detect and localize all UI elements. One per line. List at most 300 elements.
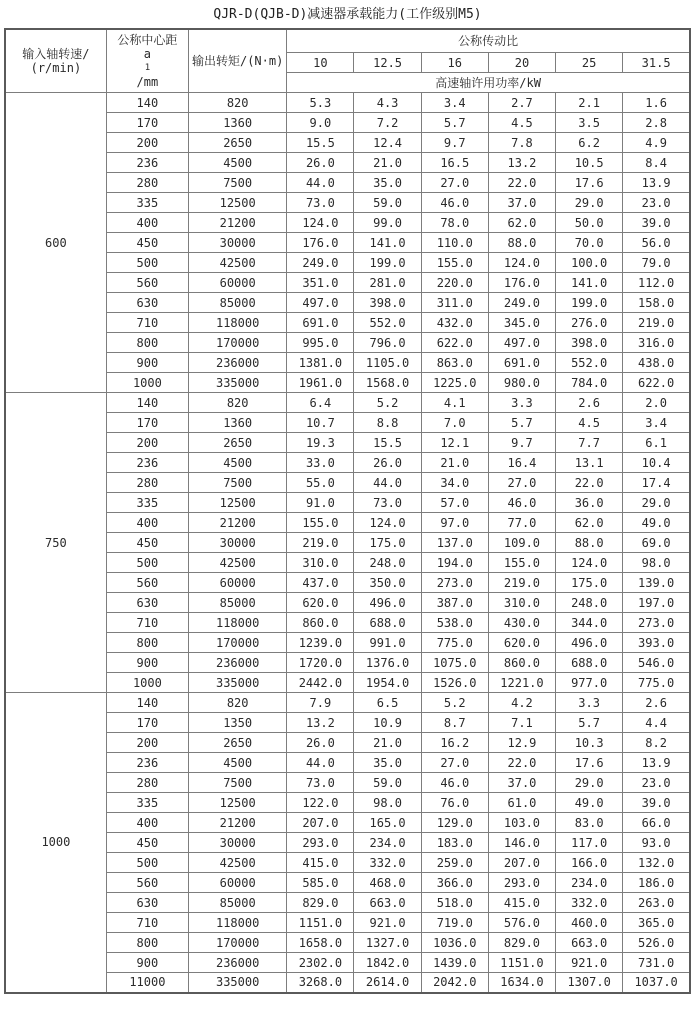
center-distance-cell: 280 [106,173,188,193]
output-torque-cell: 21200 [189,513,287,533]
power-cell: 66.0 [623,813,690,833]
power-cell: 220.0 [421,273,488,293]
center-distance-cell: 170 [106,713,188,733]
power-cell: 17.4 [623,473,690,493]
center-distance-cell: 500 [106,553,188,573]
center-distance-cell: 400 [106,513,188,533]
power-cell: 1.6 [623,93,690,113]
header-center-distance-line2: a 1 /mm [107,47,188,89]
power-cell: 16.4 [488,453,555,473]
power-cell: 415.0 [488,893,555,913]
power-cell: 56.0 [623,233,690,253]
power-cell: 1307.0 [556,973,623,993]
power-cell: 141.0 [556,273,623,293]
power-cell: 248.0 [556,593,623,613]
table-row [5,733,690,753]
power-cell: 311.0 [421,293,488,313]
power-cell: 175.0 [354,533,421,553]
power-cell: 124.0 [556,553,623,573]
power-cell: 35.0 [354,173,421,193]
power-cell: 9.7 [488,433,555,453]
power-cell: 62.0 [488,213,555,233]
output-torque-cell: 4500 [189,153,287,173]
power-cell: 93.0 [623,833,690,853]
power-cell: 207.0 [287,813,354,833]
power-cell: 12.4 [354,133,421,153]
power-cell: 27.0 [488,473,555,493]
power-cell: 2042.0 [421,973,488,993]
power-cell: 17.6 [556,173,623,193]
power-cell: 26.0 [287,733,354,753]
power-cell: 775.0 [623,673,690,693]
output-torque-cell: 1360 [189,113,287,133]
power-cell: 83.0 [556,813,623,833]
center-distance-cell: 900 [106,353,188,373]
center-distance-cell: 200 [106,133,188,153]
power-cell: 796.0 [354,333,421,353]
power-cell: 350.0 [354,573,421,593]
center-distance-cell: 170 [106,413,188,433]
power-cell: 719.0 [421,913,488,933]
power-cell: 62.0 [556,513,623,533]
page-title: QJR-D(QJB-D)减速器承载能力(工作级别M5) [213,7,482,22]
table-body [5,93,690,993]
power-cell: 829.0 [287,893,354,913]
power-cell: 1568.0 [354,373,421,393]
table-row [5,453,690,473]
power-cell: 176.0 [287,233,354,253]
power-cell: 5.7 [488,413,555,433]
power-cell: 77.0 [488,513,555,533]
center-distance-cell: 630 [106,593,188,613]
power-cell: 1954.0 [354,673,421,693]
header-ratio-10: 10 [287,53,354,73]
power-cell: 1225.0 [421,373,488,393]
power-cell: 26.0 [354,453,421,473]
power-cell: 219.0 [287,533,354,553]
power-cell: 97.0 [421,513,488,533]
center-distance-cell: 280 [106,773,188,793]
power-cell: 234.0 [556,873,623,893]
power-cell: 15.5 [287,133,354,153]
power-cell: 59.0 [354,773,421,793]
output-torque-cell: 21200 [189,213,287,233]
power-cell: 2302.0 [287,953,354,973]
output-torque-cell: 42500 [189,553,287,573]
power-cell: 234.0 [354,833,421,853]
power-cell: 23.0 [623,193,690,213]
power-cell: 10.9 [354,713,421,733]
center-distance-cell: 140 [106,393,188,413]
power-cell: 393.0 [623,633,690,653]
power-cell: 5.2 [354,393,421,413]
power-cell: 438.0 [623,353,690,373]
power-cell: 219.0 [623,313,690,333]
table-row [5,973,690,993]
output-torque-cell: 60000 [189,273,287,293]
header-output-torque: 输出转矩/(N·m) [189,29,287,93]
output-torque-cell: 2650 [189,133,287,153]
power-cell: 332.0 [556,893,623,913]
table-row [5,673,690,693]
table-row [5,113,690,133]
power-cell: 576.0 [488,913,555,933]
power-cell: 688.0 [354,613,421,633]
power-cell: 3.3 [556,693,623,713]
power-cell: 158.0 [623,293,690,313]
power-cell: 316.0 [623,333,690,353]
power-cell: 860.0 [488,653,555,673]
power-cell: 691.0 [287,313,354,333]
center-distance-cell: 11000 [106,973,188,993]
center-distance-cell: 140 [106,693,188,713]
output-torque-cell: 1360 [189,413,287,433]
header-ratio-12-5: 12.5 [354,53,421,73]
center-distance-cell: 800 [106,333,188,353]
power-cell: 7.8 [488,133,555,153]
power-cell: 3.4 [623,413,690,433]
power-cell: 2.7 [488,93,555,113]
power-cell: 248.0 [354,553,421,573]
speed-group-cell: 750 [5,393,106,693]
power-cell: 39.0 [623,213,690,233]
center-distance-cell: 900 [106,653,188,673]
table-row [5,153,690,173]
output-torque-cell: 170000 [189,333,287,353]
center-distance-cell: 280 [106,473,188,493]
header-input-speed-line1: 输入轴转速/ [22,47,90,61]
power-cell: 7.0 [421,413,488,433]
capacity-table [4,28,691,994]
output-torque-cell: 335000 [189,373,287,393]
header-power-title: 高速轴许用功率/kW [287,73,690,93]
table-row [5,313,690,333]
power-cell: 29.0 [556,193,623,213]
power-cell: 78.0 [421,213,488,233]
center-distance-cell: 560 [106,873,188,893]
power-cell: 6.2 [556,133,623,153]
center-distance-cell: 900 [106,953,188,973]
power-cell: 1221.0 [488,673,555,693]
power-cell: 117.0 [556,833,623,853]
power-cell: 1439.0 [421,953,488,973]
power-cell: 49.0 [623,513,690,533]
center-distance-cell: 335 [106,793,188,813]
output-torque-cell: 7500 [189,773,287,793]
power-cell: 61.0 [488,793,555,813]
power-cell: 46.0 [421,193,488,213]
power-cell: 124.0 [354,513,421,533]
power-cell: 46.0 [488,493,555,513]
table-row [5,953,690,973]
power-cell: 155.0 [287,513,354,533]
power-cell: 552.0 [354,313,421,333]
power-cell: 259.0 [421,853,488,873]
center-distance-cell: 450 [106,533,188,553]
power-cell: 276.0 [556,313,623,333]
power-cell: 7.2 [354,113,421,133]
power-cell: 2.1 [556,93,623,113]
power-cell: 4.1 [421,393,488,413]
power-cell: 5.3 [287,93,354,113]
power-cell: 175.0 [556,573,623,593]
table-row [5,693,690,713]
power-cell: 29.0 [623,493,690,513]
center-distance-cell: 236 [106,453,188,473]
output-torque-cell: 4500 [189,453,287,473]
power-cell: 10.7 [287,413,354,433]
center-distance-cell: 500 [106,853,188,873]
power-cell: 3.4 [421,93,488,113]
power-cell: 398.0 [556,333,623,353]
table-row [5,473,690,493]
table-row [5,253,690,273]
power-cell: 980.0 [488,373,555,393]
header-input-speed [5,29,106,93]
power-cell: 995.0 [287,333,354,353]
output-torque-cell: 4500 [189,753,287,773]
power-cell: 691.0 [488,353,555,373]
power-cell: 5.7 [421,113,488,133]
header-ratio-20: 20 [488,53,555,73]
power-cell: 468.0 [354,873,421,893]
power-cell: 366.0 [421,873,488,893]
table-row [5,213,690,233]
table-row [5,173,690,193]
power-cell: 731.0 [623,953,690,973]
power-cell: 110.0 [421,233,488,253]
power-cell: 39.0 [623,793,690,813]
header-ratio-title: 公称传动比 [287,29,690,53]
header-input-speed-line2: (r/min) [30,61,82,75]
output-torque-cell: 335000 [189,973,287,993]
power-cell: 775.0 [421,633,488,653]
center-distance-cell: 140 [106,93,188,113]
power-cell: 1327.0 [354,933,421,953]
table-row [5,193,690,213]
power-cell: 1376.0 [354,653,421,673]
output-torque-cell: 118000 [189,913,287,933]
center-distance-cell: 400 [106,213,188,233]
power-cell: 8.7 [421,713,488,733]
power-cell: 129.0 [421,813,488,833]
power-cell: 27.0 [421,173,488,193]
output-torque-cell: 820 [189,93,287,113]
power-cell: 249.0 [488,293,555,313]
power-cell: 199.0 [556,293,623,313]
header-ratio-31-5: 31.5 [623,53,690,73]
power-cell: 1842.0 [354,953,421,973]
power-cell: 8.8 [354,413,421,433]
power-cell: 91.0 [287,493,354,513]
power-cell: 263.0 [623,893,690,913]
output-torque-cell: 12500 [189,193,287,213]
center-distance-cell: 450 [106,833,188,853]
output-torque-cell: 820 [189,693,287,713]
power-cell: 16.5 [421,153,488,173]
table-row [5,613,690,633]
table-row [5,913,690,933]
power-cell: 21.0 [354,153,421,173]
power-cell: 2442.0 [287,673,354,693]
power-cell: 155.0 [421,253,488,273]
power-cell: 2.0 [623,393,690,413]
power-cell: 497.0 [488,333,555,353]
power-cell: 6.5 [354,693,421,713]
table-row [5,493,690,513]
power-cell: 622.0 [421,333,488,353]
output-torque-cell: 30000 [189,233,287,253]
output-torque-cell: 85000 [189,893,287,913]
header-center-distance-line1: 公称中心距 [117,33,178,47]
power-cell: 1239.0 [287,633,354,653]
power-cell: 552.0 [556,353,623,373]
center-distance-cell: 710 [106,913,188,933]
center-distance-cell: 236 [106,153,188,173]
table-row [5,553,690,573]
table-row [5,633,690,653]
power-cell: 1526.0 [421,673,488,693]
power-cell: 7.1 [488,713,555,733]
power-cell: 860.0 [287,613,354,633]
power-cell: 344.0 [556,613,623,633]
power-cell: 9.0 [287,113,354,133]
power-cell: 310.0 [488,593,555,613]
output-torque-cell: 118000 [189,613,287,633]
table-row [5,353,690,373]
table-row [5,873,690,893]
power-cell: 8.4 [623,153,690,173]
power-cell: 496.0 [556,633,623,653]
power-cell: 1037.0 [623,973,690,993]
power-cell: 6.4 [287,393,354,413]
power-cell: 21.0 [421,453,488,473]
center-distance-cell: 560 [106,273,188,293]
power-cell: 55.0 [287,473,354,493]
output-torque-cell: 42500 [189,253,287,273]
power-cell: 69.0 [623,533,690,553]
power-cell: 4.2 [488,693,555,713]
center-distance-cell: 630 [106,293,188,313]
power-cell: 103.0 [488,813,555,833]
power-cell: 44.0 [354,473,421,493]
power-cell: 10.3 [556,733,623,753]
table-row [5,753,690,773]
power-cell: 546.0 [623,653,690,673]
output-torque-cell: 60000 [189,573,287,593]
power-cell: 663.0 [556,933,623,953]
power-cell: 34.0 [421,473,488,493]
power-cell: 387.0 [421,593,488,613]
power-cell: 37.0 [488,193,555,213]
table-row [5,533,690,553]
power-cell: 99.0 [354,213,421,233]
power-cell: 4.5 [488,113,555,133]
table-row [5,513,690,533]
center-distance-cell: 500 [106,253,188,273]
table-row [5,293,690,313]
power-cell: 2614.0 [354,973,421,993]
power-cell: 4.3 [354,93,421,113]
power-cell: 73.0 [287,193,354,213]
power-cell: 585.0 [287,873,354,893]
power-cell: 10.5 [556,153,623,173]
power-cell: 199.0 [354,253,421,273]
power-cell: 7.9 [287,693,354,713]
center-distance-cell: 630 [106,893,188,913]
output-torque-cell: 236000 [189,653,287,673]
power-cell: 124.0 [488,253,555,273]
center-distance-cell: 1000 [106,673,188,693]
table-row [5,333,690,353]
power-cell: 13.2 [488,153,555,173]
power-cell: 415.0 [287,853,354,873]
power-cell: 3.3 [488,393,555,413]
power-cell: 98.0 [354,793,421,813]
power-cell: 332.0 [354,853,421,873]
power-cell: 977.0 [556,673,623,693]
power-cell: 73.0 [287,773,354,793]
power-cell: 3.5 [556,113,623,133]
power-cell: 497.0 [287,293,354,313]
table-row [5,813,690,833]
power-cell: 2.8 [623,113,690,133]
power-cell: 183.0 [421,833,488,853]
power-cell: 9.7 [421,133,488,153]
power-cell: 22.0 [488,173,555,193]
power-cell: 73.0 [354,493,421,513]
power-cell: 22.0 [556,473,623,493]
power-cell: 207.0 [488,853,555,873]
power-cell: 37.0 [488,773,555,793]
power-cell: 146.0 [488,833,555,853]
center-distance-cell: 710 [106,613,188,633]
power-cell: 620.0 [287,593,354,613]
power-cell: 5.2 [421,693,488,713]
output-torque-cell: 21200 [189,813,287,833]
power-cell: 137.0 [421,533,488,553]
speed-group-cell: 600 [5,93,106,393]
power-cell: 921.0 [556,953,623,973]
output-torque-cell: 42500 [189,853,287,873]
power-cell: 109.0 [488,533,555,553]
power-cell: 19.3 [287,433,354,453]
power-cell: 1075.0 [421,653,488,673]
power-cell: 4.4 [623,713,690,733]
power-cell: 663.0 [354,893,421,913]
output-torque-cell: 2650 [189,733,287,753]
power-cell: 538.0 [421,613,488,633]
power-cell: 59.0 [354,193,421,213]
output-torque-cell: 85000 [189,593,287,613]
power-cell: 33.0 [287,453,354,473]
power-cell: 460.0 [556,913,623,933]
center-distance-cell: 800 [106,633,188,653]
output-torque-cell: 170000 [189,933,287,953]
power-cell: 219.0 [488,573,555,593]
power-cell: 1151.0 [287,913,354,933]
power-cell: 921.0 [354,913,421,933]
power-cell: 398.0 [354,293,421,313]
power-cell: 1381.0 [287,353,354,373]
power-cell: 13.1 [556,453,623,473]
power-cell: 22.0 [488,753,555,773]
power-cell: 437.0 [287,573,354,593]
table-row [5,273,690,293]
power-cell: 1634.0 [488,973,555,993]
output-torque-cell: 820 [189,393,287,413]
table-row [5,793,690,813]
